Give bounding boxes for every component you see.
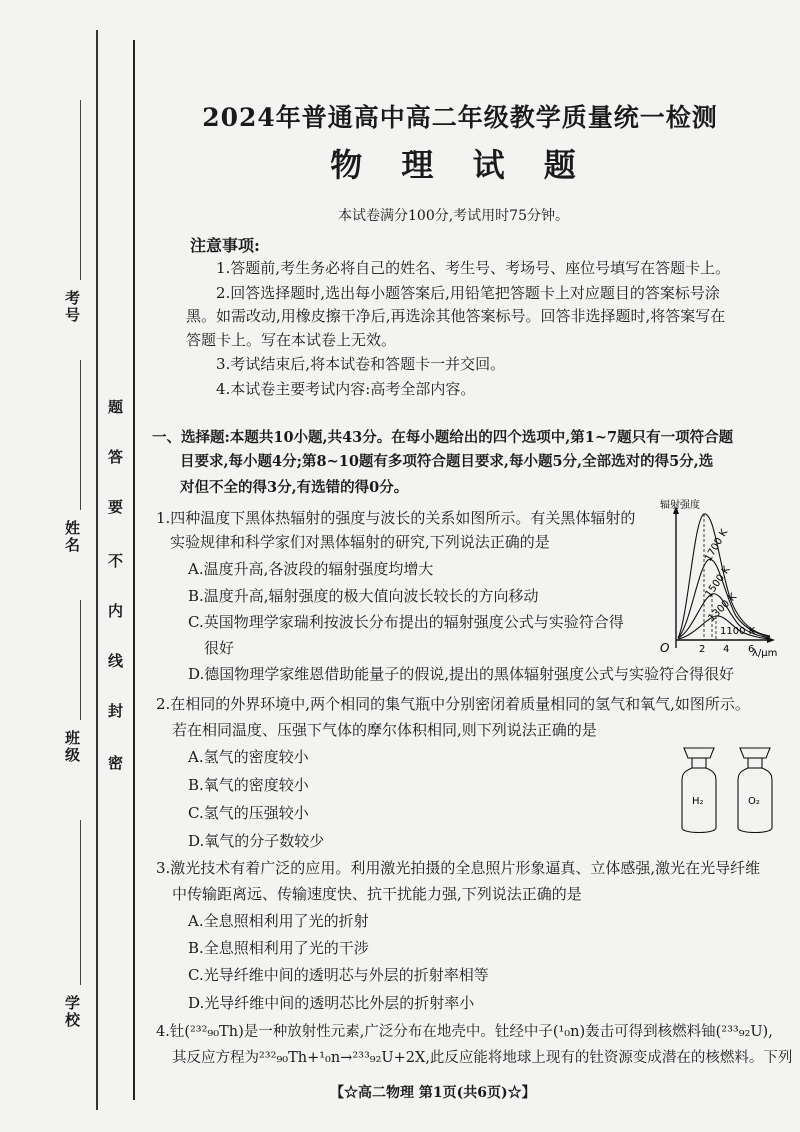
option-b: B.温度升高,辐射强度的极大值向波长较长的方向移动 (188, 587, 539, 605)
notice-heading: 注意事项: (190, 236, 260, 255)
gas-bottles-figure (676, 744, 786, 840)
notice-item: 答题卡上。写在本试卷上无效。 (186, 331, 397, 349)
question-stem: 其反应方程为²³²₉₀Th+¹₀n→²³³₉₂U+2X,此反应能将地球上现有的钍资源变成潜在的核燃料。下列 (172, 1050, 793, 1066)
question-stem: 3.激光技术有着广泛的应用。利用激光拍摄的全息照片形象逼真、立体感强,激光在光导纤维 (156, 859, 761, 877)
field-line (80, 360, 81, 510)
seal-char: 内 (108, 602, 124, 620)
option-a: A.氢气的密度较小 (188, 748, 309, 766)
binding-outer-line (96, 30, 98, 1110)
question-stem: 1.四种温度下黑体热辐射的强度与波长的关系如图所示。有关黑体辐射的 (156, 509, 636, 527)
tick-label: 2 (699, 644, 706, 655)
option-c: C.英国物理学家瑞利按波长分布提出的辐射强度公式与实验符合得 (188, 613, 624, 631)
question-stem: 中传输距离远、传输速度快、抗干扰能力强,下列说法正确的是 (172, 885, 582, 903)
field-label: 考号 (63, 290, 81, 324)
question-stem: 4.钍(²³²₉₀Th)是一种放射性元素,广泛分布在地壳中。钍经中子(¹₀n)轰击可得到核燃料铀(²³³₉₂U), (156, 1024, 773, 1040)
notice-item: 3.考试结束后,将本试卷和答题卡一并交回。 (216, 355, 506, 373)
seal-char: 线 (108, 652, 124, 670)
option-d: D.光导纤维中间的透明芯比外层的折射率小 (188, 994, 475, 1012)
field-school[interactable] (62, 995, 83, 1033)
figure-origin: O (660, 641, 670, 655)
bottle-h2 (682, 748, 716, 833)
seal-char: 要 (108, 498, 124, 516)
field-label: 班级 (63, 730, 81, 764)
field-line (80, 100, 81, 280)
notice-item: 黑。如需改动,用橡皮擦干净后,再选涂其他答案标号。回答非选择题时,将答案写在 (186, 307, 726, 325)
blackbody-figure (648, 498, 778, 660)
exam-subtitle: 物 理 试 题 (330, 146, 590, 184)
seal-char: 封 (108, 702, 124, 720)
option-c-cont: 很好 (204, 639, 235, 657)
curve-label: 1300 K (706, 591, 740, 625)
option-a: A.全息照相利用了光的折射 (188, 912, 369, 930)
section-heading: 一、选择题:本题共10小题,共43分。在每小题给出的四个选项中,第1~7题只有一项符合题 (152, 429, 734, 446)
field-name[interactable] (62, 520, 83, 558)
field-line (80, 600, 81, 720)
question-stem: 2.在相同的外界环境中,两个相同的集气瓶中分别密闭着质量相同的氢气和氧气,如图所示。 (156, 695, 750, 713)
field-label: 姓名 (63, 520, 81, 554)
binding-seal-line (133, 40, 135, 1100)
seal-char: 密 (108, 754, 124, 772)
curve-label: 1500 K (703, 564, 733, 600)
score-note: 本试卷满分100分,考试用时75分钟。 (338, 208, 569, 224)
figure-xlabel: λ/μm (752, 648, 778, 659)
option-b: B.氧气的密度较小 (188, 776, 309, 794)
seal-char: 不 (108, 552, 124, 570)
bottle-label: H₂ (692, 796, 704, 807)
notice-item: 1.答题前,考生务必将自己的姓名、考生号、考场号、座位号填写在答题卡上。 (216, 259, 731, 277)
figure-ylabel: 辐射强度 (660, 500, 700, 511)
section-heading: 对但不全的得3分,有选错的得0分。 (180, 479, 409, 496)
field-exam-number[interactable] (62, 290, 83, 328)
option-a: A.温度升高,各波段的辐射强度均增大 (188, 560, 434, 578)
option-c: C.氢气的压强较小 (188, 804, 309, 822)
option-c: C.光导纤维中间的透明芯与外层的折射率相等 (188, 966, 489, 984)
question-stem: 若在相同温度、压强下气体的摩尔体积相同,则下列说法正确的是 (172, 721, 597, 739)
page-footer: 【☆高二物理 第1页(共6页)☆】 (330, 1085, 536, 1101)
tick-label: 6 (748, 644, 755, 655)
field-label: 学校 (63, 995, 81, 1029)
field-line (80, 820, 81, 985)
notice-item: 4.本试卷主要考试内容:高考全部内容。 (216, 380, 476, 398)
bottle-label: O₂ (748, 796, 760, 807)
exam-title: 2024年普通高中高二年级教学质量统一检测 (202, 103, 718, 132)
curve-label: 1700 K (703, 527, 731, 564)
field-class[interactable] (62, 730, 83, 768)
bottle-o2 (738, 748, 772, 833)
option-b: B.全息照相利用了光的干涉 (188, 939, 369, 957)
curve-label: 1100 K (720, 626, 756, 637)
seal-char: 答 (108, 448, 124, 466)
option-d: D.氧气的分子数较少 (188, 832, 325, 850)
seal-char: 题 (108, 398, 124, 416)
option-d: D.德国物理学家维恩借助能量子的假说,提出的黑体辐射强度公式与实验符合得很好 (188, 665, 735, 683)
question-stem: 实验规律和科学家们对黑体辐射的研究,下列说法正确的是 (170, 533, 550, 551)
section-heading: 目要求,每小题4分;第8~10题有多项符合题目要求,每小题5分,全部选对的得5分,选 (180, 453, 714, 470)
tick-label: 4 (723, 644, 730, 655)
notice-item: 2.回答选择题时,选出每小题答案后,用铅笔把答题卡上对应题目的答案标号涂 (216, 284, 720, 302)
